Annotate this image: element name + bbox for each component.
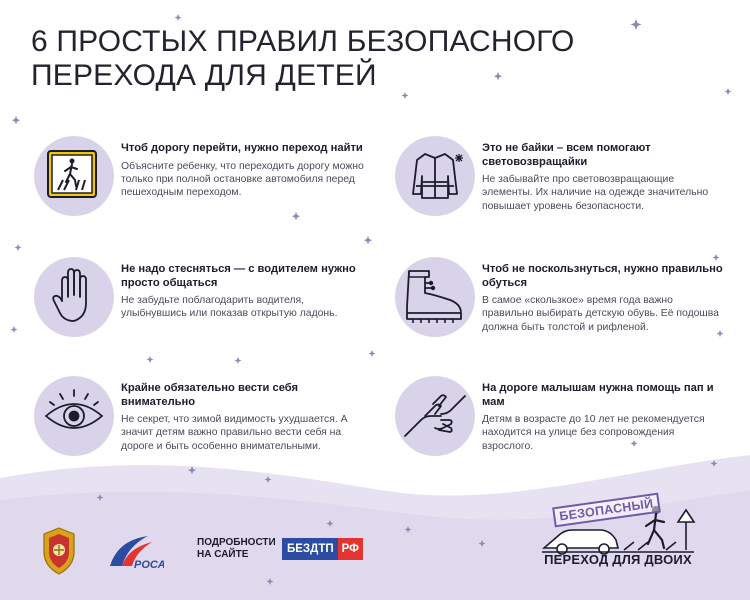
rule-card-communicate — [34, 257, 364, 337]
site-label-line-2: НА САЙТЕ — [197, 549, 249, 560]
rule-description: Не забудьте поблагодарить водителя, улыбнувшись или показав открытую ладонь. — [121, 295, 338, 320]
rosa-logo — [108, 532, 164, 572]
rule-card-crosswalk — [34, 136, 364, 216]
rule-heading: Чтоб дорогу перейти, нужно переход найти — [121, 142, 363, 154]
site-label-line-1: ПОДРОБНОСТИ — [197, 537, 276, 548]
rule-description: Не секрет, что зимой видимость ухудшается. А значит детям важно правильно вести себя на дороге и быть особенно внимательными. — [121, 414, 348, 452]
site-link-part-2: РФ — [338, 538, 363, 560]
rosa-logo-text: РОСА — [134, 559, 164, 571]
rule-card-attention — [34, 376, 364, 456]
open-palm-icon — [34, 257, 114, 337]
rule-heading: Это не байки – всем помогают световозвращайки — [482, 142, 651, 168]
campaign-caption: ПЕРЕХОД ДЛЯ ДВОИХ — [544, 552, 692, 567]
title-line-1: 6 ПРОСТЫХ ПРАВИЛ БЕЗОПАСНОГО — [31, 25, 575, 58]
campaign-stamp: БЕЗОПАСНЫЙ — [552, 493, 660, 528]
title-line-2: ПЕРЕХОДА ДЛЯ ДЕТЕЙ — [31, 59, 377, 92]
campaign-logo — [538, 496, 698, 576]
rule-heading: Чтоб не поскользнуться, нужно правильно обуться — [482, 263, 723, 289]
rule-heading: Крайне обязательно вести себя внимательно — [121, 382, 299, 408]
bezdtp-site-link[interactable] — [282, 538, 363, 560]
reflective-jacket-icon — [395, 136, 475, 216]
crosswalk-sign-icon — [34, 136, 114, 216]
rule-card-reflectors — [395, 136, 725, 216]
page-title — [31, 25, 575, 93]
rule-card-parents-help — [395, 376, 725, 456]
gibdd-emblem-logo — [40, 526, 78, 576]
rule-description: Объясните ребенку, что переходить дорогу можно только при полной остановке автомобиля перед пешеходным переходом. — [121, 160, 364, 199]
rule-description: В самое «скользкое» время года важно правильно выбирать детскую обувь. Её подошва должна быть толстой и рифленой. — [482, 295, 719, 333]
eye-icon — [34, 376, 114, 456]
rule-card-footwear — [395, 257, 725, 337]
rule-description: Не забывайте про световозвращающие элементы. Их наличие на одежде значительно повышает уровень безопасности. — [482, 174, 709, 212]
holding-hands-icon — [395, 376, 475, 456]
site-label — [197, 537, 276, 561]
rule-heading: Не надо стесняться — с водителем нужно просто общаться — [121, 263, 356, 289]
site-link-part-1: БЕЗДТП — [282, 538, 338, 560]
rule-heading: На дороге малышам нужна помощь пап и мам — [482, 382, 714, 408]
winter-boot-icon — [395, 257, 475, 337]
rule-description: Детям в возрасте до 10 лет не рекомендуется находится на улице без сопровождения взрослого. — [482, 414, 705, 452]
